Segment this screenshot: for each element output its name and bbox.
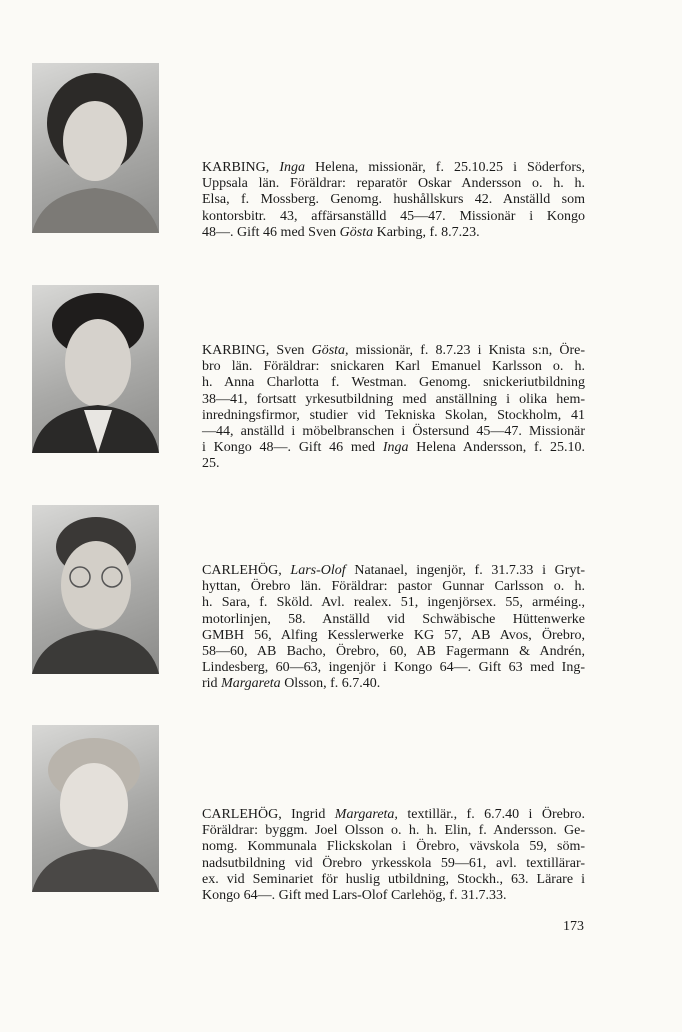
text-segment: Karbing, f. 8.7.23. xyxy=(373,224,480,240)
italic-name: Margareta, xyxy=(334,807,398,822)
portrait-image xyxy=(32,63,159,233)
entry-line xyxy=(202,856,585,872)
text-segment: ex. vid Seminariet för huslig utbildning, Stockh., 63. Lärare i xyxy=(202,871,585,887)
page-number: 173 xyxy=(563,919,584,934)
text-segment: CARLEHÖG, xyxy=(202,563,291,578)
text-segment: Kongo 64—. Gift med Lars-Olof Carlehög, f. 31.7.33. xyxy=(202,888,507,904)
italic-name: Gösta xyxy=(339,224,374,240)
entry-line xyxy=(202,676,585,692)
entry-line xyxy=(202,424,585,440)
entry-line xyxy=(202,408,585,424)
entry-line xyxy=(202,209,585,225)
text-segment: Helena, missionär, f. 25.10.25 i Söderfors, xyxy=(305,160,585,175)
text-segment: kontorsbitr. 43, affärsanställd 45—47. Missionär i Kongo xyxy=(202,208,585,224)
entry-lars-olof-carlehog xyxy=(202,563,585,693)
entry-line xyxy=(202,160,585,176)
text-segment: h. Sara, f. Sköld. Avl. realex. 51, ingenjörsex. 55, arméing., xyxy=(202,595,585,611)
entry-line xyxy=(202,176,585,192)
entry-line xyxy=(202,359,585,375)
italic-name: Margareta xyxy=(221,676,281,692)
portrait-image xyxy=(32,505,159,674)
text-segment: KARBING, Sven xyxy=(202,343,312,358)
text-segment: textillär., f. 6.7.40 i Örebro. xyxy=(397,807,586,822)
italic-name: Inga xyxy=(382,440,409,456)
italic-name: Lars-Olof xyxy=(290,563,346,578)
text-segment: Natanael, ingenjör, f. 31.7.33 i Gryt- xyxy=(345,563,585,578)
text-segment: 25. xyxy=(202,456,220,472)
entry-line xyxy=(202,375,585,391)
text-segment: GMBH 56, Alfing Kesslerwerke KG 57, AB Avos, Örebro, xyxy=(202,627,585,643)
italic-name: Gösta, xyxy=(311,343,349,358)
entry-line xyxy=(202,644,585,660)
photo-inga-karbing xyxy=(32,63,159,233)
entry-line xyxy=(202,660,585,676)
entry-line xyxy=(202,192,585,208)
entry-line xyxy=(202,888,585,904)
entry-line xyxy=(202,807,585,823)
text-segment: nomg. Kommunala Flickskolan i Örebro, vävskola 59, söm- xyxy=(202,839,585,855)
text-segment: Lindesberg, 60—63, ingenjör i Kongo 64—. Gift 63 med Ing- xyxy=(202,660,585,676)
text-segment: nadsutbildning vid Örebro yrkesskola 59—61, avl. textillärar- xyxy=(202,855,585,871)
italic-name: Inga xyxy=(279,160,306,175)
text-segment: Elsa, f. Mossberg. Genomg. hushållskurs 42. Anställd som xyxy=(202,192,585,208)
text-segment: hyttan, Örebro län. Föräldrar: pastor Gunnar Carlsson o. h. xyxy=(202,579,585,595)
entry-line xyxy=(202,595,585,611)
portrait-image xyxy=(32,285,159,453)
text-segment: inredningsfirmor, studier vid Tekniska Skolan, Stockholm, 41 xyxy=(202,407,585,423)
entry-line xyxy=(202,392,585,408)
text-segment: CARLEHÖG, Ingrid xyxy=(202,807,335,822)
text-segment: Olsson, f. 6.7.40. xyxy=(280,676,381,692)
text-segment: —44, anställd i möbelbranschen i Östersund 45—47. Missionär xyxy=(202,424,585,440)
portrait-image xyxy=(32,725,159,892)
entry-ingrid-carlehog xyxy=(202,807,585,904)
text-segment: h. Anna Charlotta f. Westman. Genomg. snickeriutbildning xyxy=(202,375,585,391)
text-segment: 48—. Gift 46 med Sven xyxy=(202,224,340,240)
entry-line xyxy=(202,579,585,595)
entry-line xyxy=(202,628,585,644)
entry-sven-karbing xyxy=(202,343,585,473)
entry-line xyxy=(202,456,585,472)
text-segment: 38—41, fortsatt yrkesutbildning med anställning i olika hem- xyxy=(202,391,585,407)
entry-line xyxy=(202,563,585,579)
text-segment: i Kongo 48—. Gift 46 med xyxy=(202,440,383,456)
entry-line xyxy=(202,225,585,241)
text-segment: KARBING, xyxy=(202,160,280,175)
text-segment: 58—60, AB Bacho, Örebro, 60, AB Fagermann & Andrén, xyxy=(202,644,585,660)
text-segment: bro län. Föräldrar: snickaren Karl Emanuel Karlsson o. h. xyxy=(202,359,585,375)
text-segment: Föräldrar: byggm. Joel Olsson o. h. h. Elin, f. Andersson. Ge- xyxy=(202,823,585,839)
entry-line xyxy=(202,440,585,456)
entry-line xyxy=(202,823,585,839)
text-segment: Uppsala län. Föräldrar: reparatör Oskar Andersson o. h. h. xyxy=(202,176,585,192)
entry-line xyxy=(202,343,585,359)
text-segment: missionär, f. 8.7.23 i Knista s:n, Öre- xyxy=(348,343,585,358)
text-segment: rid xyxy=(202,676,222,692)
entry-line xyxy=(202,839,585,855)
photo-lars-olof-carlehog xyxy=(32,505,159,674)
photo-sven-karbing xyxy=(32,285,159,453)
entry-line xyxy=(202,872,585,888)
text-segment: motorlinjen, 58. Anställd vid Schwäbische Hüttenwerke xyxy=(202,611,585,627)
text-segment: Helena Andersson, f. 25.10. xyxy=(408,440,585,456)
photo-ingrid-carlehog xyxy=(32,725,159,892)
entry-inga-karbing xyxy=(202,160,585,241)
entry-line xyxy=(202,612,585,628)
